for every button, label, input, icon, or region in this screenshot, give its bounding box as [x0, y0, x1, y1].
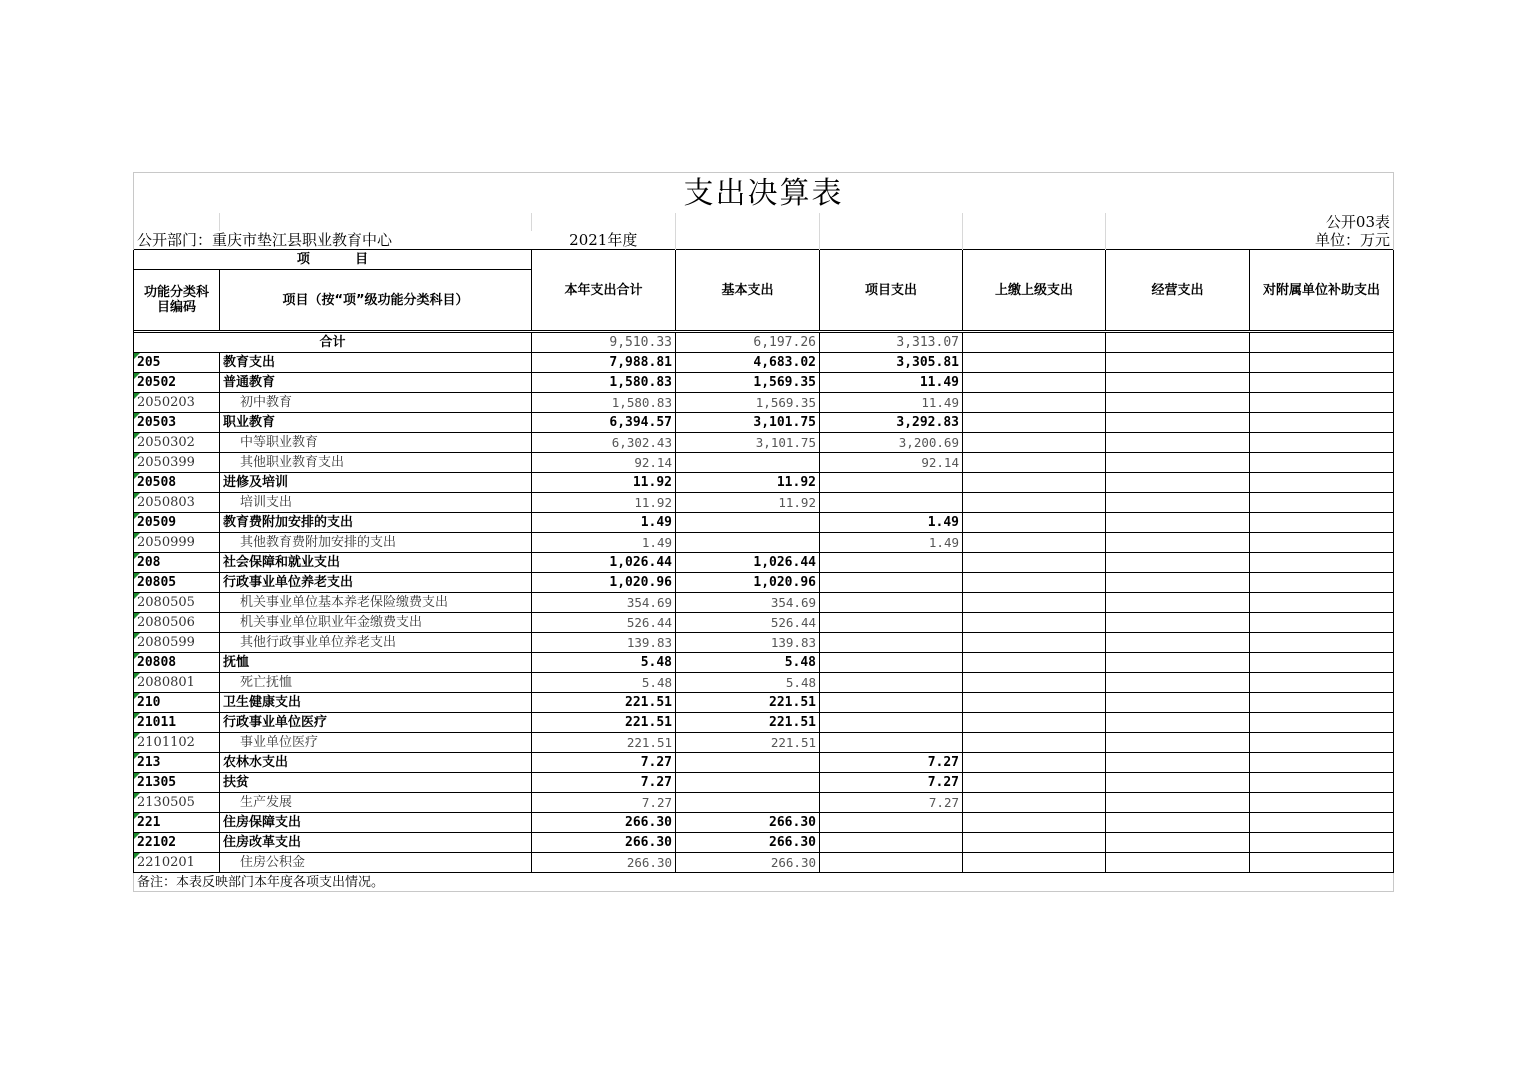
header-group: 项 目 — [134, 250, 532, 270]
row-business — [1106, 593, 1250, 613]
row-subsidy — [1250, 433, 1394, 453]
row-business — [1106, 773, 1250, 793]
row-code: 20805 — [134, 573, 220, 593]
row-subsidy — [1250, 853, 1394, 873]
row-upper — [963, 753, 1106, 773]
row-name: 行政事业单位养老支出 — [220, 573, 532, 593]
row-subsidy — [1250, 773, 1394, 793]
row-business — [1106, 653, 1250, 673]
header-business: 经营支出 — [1106, 250, 1250, 331]
table-row — [134, 833, 1394, 853]
row-code: 210 — [134, 693, 220, 713]
row-subsidy — [1250, 793, 1394, 813]
row-project — [820, 833, 963, 853]
row-business — [1106, 493, 1250, 513]
row-project: 92.14 — [820, 453, 963, 473]
row-project: 3,305.81 — [820, 353, 963, 373]
table-row — [134, 413, 1394, 433]
blank-cell — [676, 213, 820, 231]
year-label: 2021年度 — [532, 231, 676, 250]
table-row — [134, 773, 1394, 793]
blank-cell — [676, 231, 820, 250]
table-row — [134, 393, 1394, 413]
row-code: 20502 — [134, 373, 220, 393]
row-subsidy — [1250, 693, 1394, 713]
row-upper — [963, 693, 1106, 713]
row-basic: 1,026.44 — [676, 553, 820, 573]
row-total: 221.51 — [532, 713, 676, 733]
row-code: 213 — [134, 753, 220, 773]
row-upper — [963, 433, 1106, 453]
row-project — [820, 633, 963, 653]
row-business — [1106, 733, 1250, 753]
row-total: 11.92 — [532, 473, 676, 493]
row-basic: 266.30 — [676, 853, 820, 873]
row-code: 20508 — [134, 473, 220, 493]
row-basic: 526.44 — [676, 613, 820, 633]
row-upper — [963, 653, 1106, 673]
row-code: 2130505 — [134, 793, 220, 813]
blank-cell — [820, 213, 963, 231]
row-name: 普通教育 — [220, 373, 532, 393]
row-total: 5.48 — [532, 653, 676, 673]
row-subsidy — [1250, 513, 1394, 533]
row-basic — [676, 533, 820, 553]
row-basic: 5.48 — [676, 673, 820, 693]
row-business — [1106, 573, 1250, 593]
row-code: 208 — [134, 553, 220, 573]
row-upper — [963, 413, 1106, 433]
row-business — [1106, 673, 1250, 693]
row-business — [1106, 413, 1250, 433]
row-total: 1,580.83 — [532, 393, 676, 413]
department-label: 公开部门：重庆市垫江县职业教育中心 — [134, 231, 532, 250]
row-subsidy — [1250, 633, 1394, 653]
row-basic — [676, 773, 820, 793]
table-row — [134, 513, 1394, 533]
row-upper — [963, 533, 1106, 553]
table-row — [134, 433, 1394, 453]
row-total: 6,302.43 — [532, 433, 676, 453]
row-project — [820, 593, 963, 613]
row-project — [820, 813, 963, 833]
row-basic: 1,020.96 — [676, 573, 820, 593]
row-business — [1106, 633, 1250, 653]
header-code: 功能分类科目编码 — [134, 270, 220, 331]
row-subsidy — [1250, 833, 1394, 853]
table-row — [134, 573, 1394, 593]
row-upper — [963, 793, 1106, 813]
row-name: 卫生健康支出 — [220, 693, 532, 713]
row-total: 11.92 — [532, 493, 676, 513]
row-name: 农林水支出 — [220, 753, 532, 773]
row-basic: 1,569.35 — [676, 393, 820, 413]
row-project: 11.49 — [820, 373, 963, 393]
row-total: 526.44 — [532, 613, 676, 633]
row-name: 教育支出 — [220, 353, 532, 373]
row-basic: 5.48 — [676, 653, 820, 673]
row-project — [820, 473, 963, 493]
table-row — [134, 633, 1394, 653]
table-row — [134, 613, 1394, 633]
row-code: 2210201 — [134, 853, 220, 873]
row-project — [820, 553, 963, 573]
row-basic: 139.83 — [676, 633, 820, 653]
row-project — [820, 613, 963, 633]
total-label: 合计 — [134, 333, 532, 353]
row-upper — [963, 513, 1106, 533]
table-row — [134, 533, 1394, 553]
row-project — [820, 493, 963, 513]
blank-cell — [532, 213, 676, 231]
row-total: 7.27 — [532, 773, 676, 793]
row-name: 教育费附加安排的支出 — [220, 513, 532, 533]
row-name: 其他教育费附加安排的支出 — [220, 533, 532, 553]
row-subsidy — [1250, 613, 1394, 633]
row-subsidy — [1250, 813, 1394, 833]
row-business — [1106, 813, 1250, 833]
row-business — [1106, 453, 1250, 473]
row-basic: 354.69 — [676, 593, 820, 613]
row-project: 7.27 — [820, 793, 963, 813]
row-code: 2080801 — [134, 673, 220, 693]
table-row — [134, 693, 1394, 713]
row-upper — [963, 553, 1106, 573]
table-row — [134, 853, 1394, 873]
row-subsidy — [1250, 493, 1394, 513]
row-project: 3,292.83 — [820, 413, 963, 433]
blank-cell — [963, 231, 1106, 250]
table-row — [134, 793, 1394, 813]
row-basic: 266.30 — [676, 833, 820, 853]
row-upper — [963, 633, 1106, 653]
total-subsidy — [1250, 333, 1394, 353]
row-upper — [963, 393, 1106, 413]
row-name: 住房公积金 — [220, 853, 532, 873]
row-upper — [963, 373, 1106, 393]
total-basic: 6,197.26 — [676, 333, 820, 353]
table-row — [134, 553, 1394, 573]
blank-cell — [820, 231, 963, 250]
table-row — [134, 493, 1394, 513]
row-business — [1106, 833, 1250, 853]
row-project: 1.49 — [820, 513, 963, 533]
blank-cell — [134, 213, 220, 231]
row-upper — [963, 573, 1106, 593]
page-title: 支出决算表 — [134, 173, 1394, 214]
row-code: 205 — [134, 353, 220, 373]
row-name: 机关事业单位基本养老保险缴费支出 — [220, 593, 532, 613]
row-total: 1.49 — [532, 533, 676, 553]
row-subsidy — [1250, 713, 1394, 733]
row-code: 2101102 — [134, 733, 220, 753]
table-row — [134, 593, 1394, 613]
row-business — [1106, 373, 1250, 393]
table-row — [134, 473, 1394, 493]
row-code: 22102 — [134, 833, 220, 853]
row-basic: 3,101.75 — [676, 433, 820, 453]
row-code: 2080505 — [134, 593, 220, 613]
blank-cell — [963, 213, 1106, 231]
row-subsidy — [1250, 413, 1394, 433]
blank-cell — [220, 213, 532, 231]
row-total: 1,026.44 — [532, 553, 676, 573]
row-total: 221.51 — [532, 733, 676, 753]
row-total: 5.48 — [532, 673, 676, 693]
row-subsidy — [1250, 573, 1394, 593]
row-project: 7.27 — [820, 753, 963, 773]
row-basic: 221.51 — [676, 693, 820, 713]
table-row — [134, 653, 1394, 673]
row-project: 7.27 — [820, 773, 963, 793]
row-basic — [676, 793, 820, 813]
header-item: 项目（按“项”级功能分类科目） — [220, 270, 532, 331]
table-row — [134, 373, 1394, 393]
total-row — [134, 333, 1394, 353]
row-code: 20808 — [134, 653, 220, 673]
row-total: 266.30 — [532, 833, 676, 853]
row-name: 机关事业单位职业年金缴费支出 — [220, 613, 532, 633]
row-business — [1106, 753, 1250, 773]
row-code: 2050203 — [134, 393, 220, 413]
row-name: 进修及培训 — [220, 473, 532, 493]
row-subsidy — [1250, 533, 1394, 553]
row-total: 7,988.81 — [532, 353, 676, 373]
row-code: 21011 — [134, 713, 220, 733]
row-business — [1106, 853, 1250, 873]
row-project: 11.49 — [820, 393, 963, 413]
row-total: 139.83 — [532, 633, 676, 653]
row-name: 其他行政事业单位养老支出 — [220, 633, 532, 653]
row-upper — [963, 493, 1106, 513]
row-basic — [676, 513, 820, 533]
row-project — [820, 573, 963, 593]
row-code: 2080599 — [134, 633, 220, 653]
row-project — [820, 713, 963, 733]
row-business — [1106, 513, 1250, 533]
footnote: 备注：本表反映部门本年度各项支出情况。 — [134, 873, 1394, 892]
row-code: 2050302 — [134, 433, 220, 453]
row-total: 221.51 — [532, 693, 676, 713]
unit-label: 单位：万元 — [1106, 231, 1394, 250]
row-basic: 11.92 — [676, 493, 820, 513]
row-business — [1106, 533, 1250, 553]
row-upper — [963, 353, 1106, 373]
row-name: 其他职业教育支出 — [220, 453, 532, 473]
row-basic — [676, 453, 820, 473]
row-business — [1106, 353, 1250, 373]
header-total: 本年支出合计 — [532, 250, 676, 331]
row-name: 住房改革支出 — [220, 833, 532, 853]
row-code: 221 — [134, 813, 220, 833]
row-business — [1106, 433, 1250, 453]
row-subsidy — [1250, 733, 1394, 753]
total-project: 3,313.07 — [820, 333, 963, 353]
row-name: 死亡抚恤 — [220, 673, 532, 693]
row-code: 20503 — [134, 413, 220, 433]
table-row — [134, 713, 1394, 733]
row-code: 20509 — [134, 513, 220, 533]
row-project — [820, 653, 963, 673]
row-basic: 4,683.02 — [676, 353, 820, 373]
row-business — [1106, 553, 1250, 573]
table-number: 公开03表 — [1106, 213, 1394, 231]
row-total: 7.27 — [532, 753, 676, 773]
table-row — [134, 673, 1394, 693]
row-business — [1106, 613, 1250, 633]
row-subsidy — [1250, 653, 1394, 673]
row-subsidy — [1250, 393, 1394, 413]
row-subsidy — [1250, 673, 1394, 693]
row-subsidy — [1250, 473, 1394, 493]
row-total: 1.49 — [532, 513, 676, 533]
row-basic: 1,569.35 — [676, 373, 820, 393]
row-name: 中等职业教育 — [220, 433, 532, 453]
row-upper — [963, 833, 1106, 853]
row-total: 354.69 — [532, 593, 676, 613]
row-upper — [963, 733, 1106, 753]
row-total: 1,580.83 — [532, 373, 676, 393]
row-basic: 266.30 — [676, 813, 820, 833]
header-basic: 基本支出 — [676, 250, 820, 331]
row-code: 2050803 — [134, 493, 220, 513]
row-upper — [963, 453, 1106, 473]
row-name: 生产发展 — [220, 793, 532, 813]
row-upper — [963, 673, 1106, 693]
row-name: 行政事业单位医疗 — [220, 713, 532, 733]
row-business — [1106, 473, 1250, 493]
row-name: 社会保障和就业支出 — [220, 553, 532, 573]
total-business — [1106, 333, 1250, 353]
row-name: 住房保障支出 — [220, 813, 532, 833]
table-row — [134, 453, 1394, 473]
row-project — [820, 733, 963, 753]
table-row — [134, 733, 1394, 753]
row-total: 7.27 — [532, 793, 676, 813]
row-subsidy — [1250, 593, 1394, 613]
row-name: 培训支出 — [220, 493, 532, 513]
row-upper — [963, 813, 1106, 833]
row-total: 92.14 — [532, 453, 676, 473]
row-subsidy — [1250, 753, 1394, 773]
row-basic: 11.92 — [676, 473, 820, 493]
row-code: 2080506 — [134, 613, 220, 633]
row-name: 抚恤 — [220, 653, 532, 673]
row-code: 21305 — [134, 773, 220, 793]
table-row — [134, 813, 1394, 833]
header-project: 项目支出 — [820, 250, 963, 331]
table-row — [134, 753, 1394, 773]
row-basic: 221.51 — [676, 713, 820, 733]
row-upper — [963, 473, 1106, 493]
expenditure-table — [133, 172, 1394, 892]
header-upper: 上缴上级支出 — [963, 250, 1106, 331]
header-subsidy: 对附属单位补助支出 — [1250, 250, 1394, 331]
row-name: 扶贫 — [220, 773, 532, 793]
row-project: 1.49 — [820, 533, 963, 553]
total-upper — [963, 333, 1106, 353]
row-business — [1106, 713, 1250, 733]
row-total: 266.30 — [532, 853, 676, 873]
row-subsidy — [1250, 373, 1394, 393]
row-basic — [676, 753, 820, 773]
row-upper — [963, 713, 1106, 733]
row-business — [1106, 693, 1250, 713]
row-subsidy — [1250, 453, 1394, 473]
row-upper — [963, 593, 1106, 613]
row-business — [1106, 393, 1250, 413]
row-basic: 221.51 — [676, 733, 820, 753]
row-total: 6,394.57 — [532, 413, 676, 433]
row-upper — [963, 853, 1106, 873]
row-name: 事业单位医疗 — [220, 733, 532, 753]
row-subsidy — [1250, 353, 1394, 373]
expenditure-sheet — [133, 172, 1393, 892]
row-project — [820, 693, 963, 713]
row-upper — [963, 613, 1106, 633]
row-project — [820, 673, 963, 693]
table-row — [134, 353, 1394, 373]
row-subsidy — [1250, 553, 1394, 573]
row-total: 266.30 — [532, 813, 676, 833]
row-basic: 3,101.75 — [676, 413, 820, 433]
row-project: 3,200.69 — [820, 433, 963, 453]
row-name: 初中教育 — [220, 393, 532, 413]
row-name: 职业教育 — [220, 413, 532, 433]
total-sum: 9,510.33 — [532, 333, 676, 353]
row-code: 2050999 — [134, 533, 220, 553]
row-upper — [963, 773, 1106, 793]
row-project — [820, 853, 963, 873]
row-code: 2050399 — [134, 453, 220, 473]
row-business — [1106, 793, 1250, 813]
row-total: 1,020.96 — [532, 573, 676, 593]
